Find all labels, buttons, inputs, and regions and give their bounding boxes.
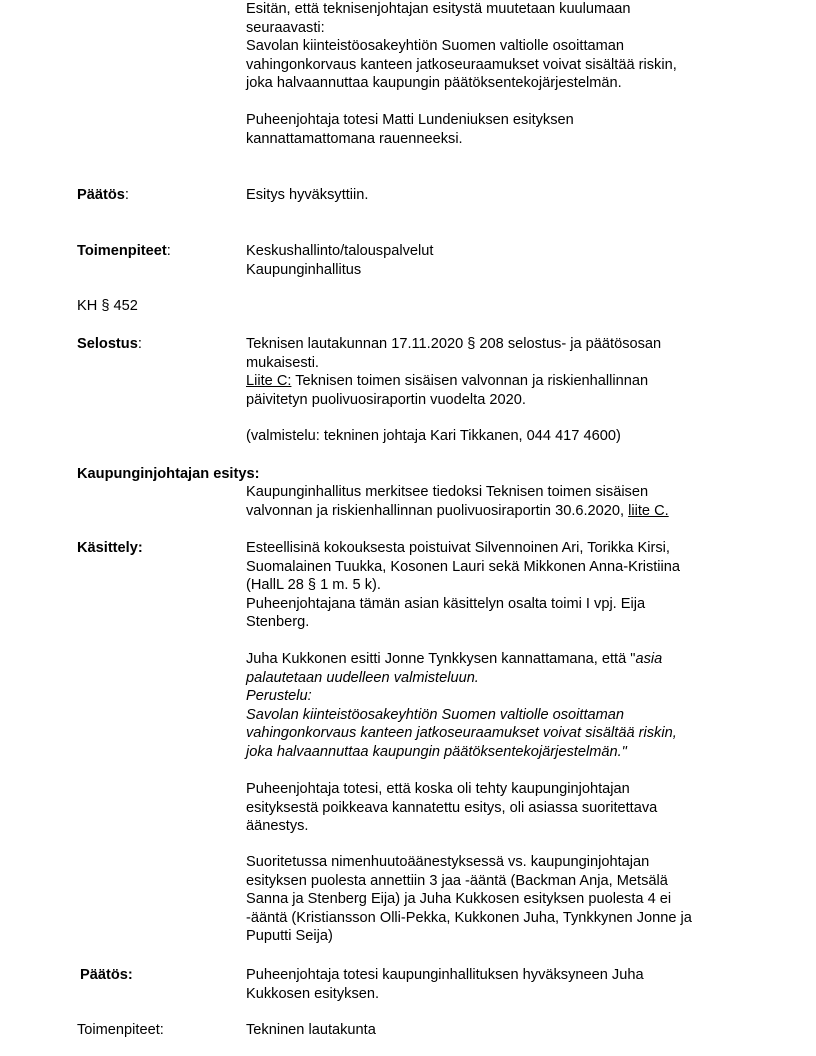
text-line: Tekninen lautakunta: [246, 1022, 376, 1038]
text-line: Puheenjohtajana tämän asian käsittelyn osalta toimi I vpj. Eija: [246, 595, 646, 612]
text-line: esityksestä poikkeava kannatettu esitys, oli asiassa suoritettava: [246, 799, 658, 816]
text-line: Teknisen lautakunnan 17.11.2020 § 208 selostus- ja päätösosan: [246, 336, 662, 352]
text-line: Stenberg.: [246, 614, 310, 631]
text-line: Puheenjohtaja totesi Matti Lundeniuksen esityksen: [246, 112, 574, 128]
text-line: Esitys hyväksyttiin.: [246, 187, 369, 203]
text-span: valvonnan ja riskienhallinnan puolivuosiraportin 30.6.2020,: [246, 502, 629, 519]
text-line: Keskushallinto/talouspalvelut: [246, 243, 434, 259]
italic-span: asia: [635, 651, 663, 667]
text-line: (HallL 28 § 1 m. 5 k).: [246, 577, 381, 594]
toimenpiteet-label: [77, 242, 171, 261]
valmistelu-note: [246, 427, 766, 446]
toimenpiteet-text: [246, 242, 766, 279]
colon: :: [124, 187, 129, 203]
text-line: joka halvaannuttaa kaupungin päätöksentekojärjestelmän.: [246, 75, 622, 92]
text-line: -ääntä (Kristiansson Olli-Pekka, Kukkonen Juha, Tynkkynen Jonne ja: [246, 909, 692, 926]
section-number: KH § 452: [77, 298, 138, 314]
text-line: palautetaan uudelleen valmisteluun.: [246, 669, 479, 686]
text-span: Juha Kukkonen esitti Jonne Tynkkysen kannattamana, että ": [246, 651, 636, 667]
text-line: joka halvaannuttaa kaupungin päätöksentekojärjestelmän.": [246, 743, 627, 760]
selostus-label-text: Selostus: [77, 336, 138, 352]
intro-paragraph-2: [246, 111, 766, 148]
text-line: Savolan kiinteistöosakeyhtiön Suomen valtiolle osoittaman: [246, 38, 625, 55]
intro-paragraph: [246, 0, 766, 93]
text-line: vahingonkorvaus kanteen jatkoseuraamukset voivat sisältää riskin,: [246, 56, 677, 73]
paatos2-label: Päätös:: [80, 967, 133, 983]
text-line: esityksen puolesta annettiin 3 jaa -ääntä (Backman Anja, Metsälä: [246, 872, 668, 889]
text-line: (valmistelu: tekninen johtaja Kari Tikkanen, 044 417 4600): [246, 428, 621, 444]
text-line: Puputti Seija): [246, 928, 333, 945]
text-line: seuraavasti:: [246, 19, 325, 36]
text-line: Esitän, että teknisenjohtajan esitystä muutetaan kuulumaan: [246, 1, 631, 17]
text-line: Suomalainen Tuukka, Kosonen Lauri sekä Mikkonen Anna-Kristiina: [246, 558, 681, 575]
text-line: Puheenjohtaja totesi kaupunginhallituksen hyväksyneen Juha: [246, 967, 644, 983]
liite-link[interactable]: liite C.: [628, 502, 669, 519]
text-line: Savolan kiinteistöosakeyhtiön Suomen valtiolle osoittaman: [246, 706, 625, 723]
text-line: Perustelu:: [246, 688, 312, 705]
text-line: vahingonkorvaus kanteen jatkoseuraamukset voivat sisältää riskin,: [246, 725, 677, 742]
text-line: Suoritetussa nimenhuutoäänestyksessä vs. kaupunginjohtajan: [246, 854, 650, 870]
colon: :: [137, 336, 142, 352]
text-line: [246, 650, 766, 669]
esitys-text: [246, 483, 766, 520]
toimenpiteet2-label: Toimenpiteet:: [77, 1022, 164, 1038]
text-line: päivitetyn puolivuosiraportin vuodelta 2020.: [246, 391, 526, 408]
kasittely-p1: [246, 539, 766, 632]
kasittely-label: Käsittely:: [77, 540, 143, 556]
esitys-label: Kaupunginjohtajan esitys:: [77, 466, 260, 482]
text-line: mukaisesti.: [246, 354, 319, 371]
text-line: Puheenjohtaja totesi, että koska oli tehty kaupunginjohtajan: [246, 781, 630, 797]
selostus-text: [246, 335, 766, 409]
liite-description: Teknisen toimen sisäisen valvonnan ja riskienhallinnan: [291, 373, 649, 390]
text-line: Kukkosen esityksen.: [246, 985, 380, 1002]
kasittely-p4: [246, 853, 766, 946]
text-line: Esteellisinä kokouksesta poistuivat Silvennoinen Ari, Torikka Kirsi,: [246, 540, 670, 556]
paatos2-text: [246, 966, 766, 1003]
toimenpiteet-label-text: Toimenpiteet: [77, 243, 167, 259]
text-line: Kaupunginhallitus merkitsee tiedoksi Teknisen toimen sisäisen: [246, 484, 649, 500]
text-line: [246, 372, 766, 391]
liite-link[interactable]: Liite C:: [246, 373, 292, 390]
text-line: äänestys.: [246, 818, 309, 835]
colon: :: [166, 243, 171, 259]
text-line: kannattamattomana rauenneeksi.: [246, 130, 463, 147]
paatos-label: [77, 186, 129, 205]
toimenpiteet2-text: [246, 1021, 766, 1040]
selostus-label: [77, 335, 142, 354]
kasittely-p2: [246, 650, 766, 762]
kasittely-p3: [246, 780, 766, 836]
text-line: Sanna ja Stenberg Eija) ja Juha Kukkosen esityksen puolesta 4 ei: [246, 891, 672, 908]
text-line: [246, 502, 766, 521]
paatos-text: [246, 186, 766, 205]
text-line: Kaupunginhallitus: [246, 261, 362, 278]
paatos-label-text: Päätös: [77, 187, 125, 203]
